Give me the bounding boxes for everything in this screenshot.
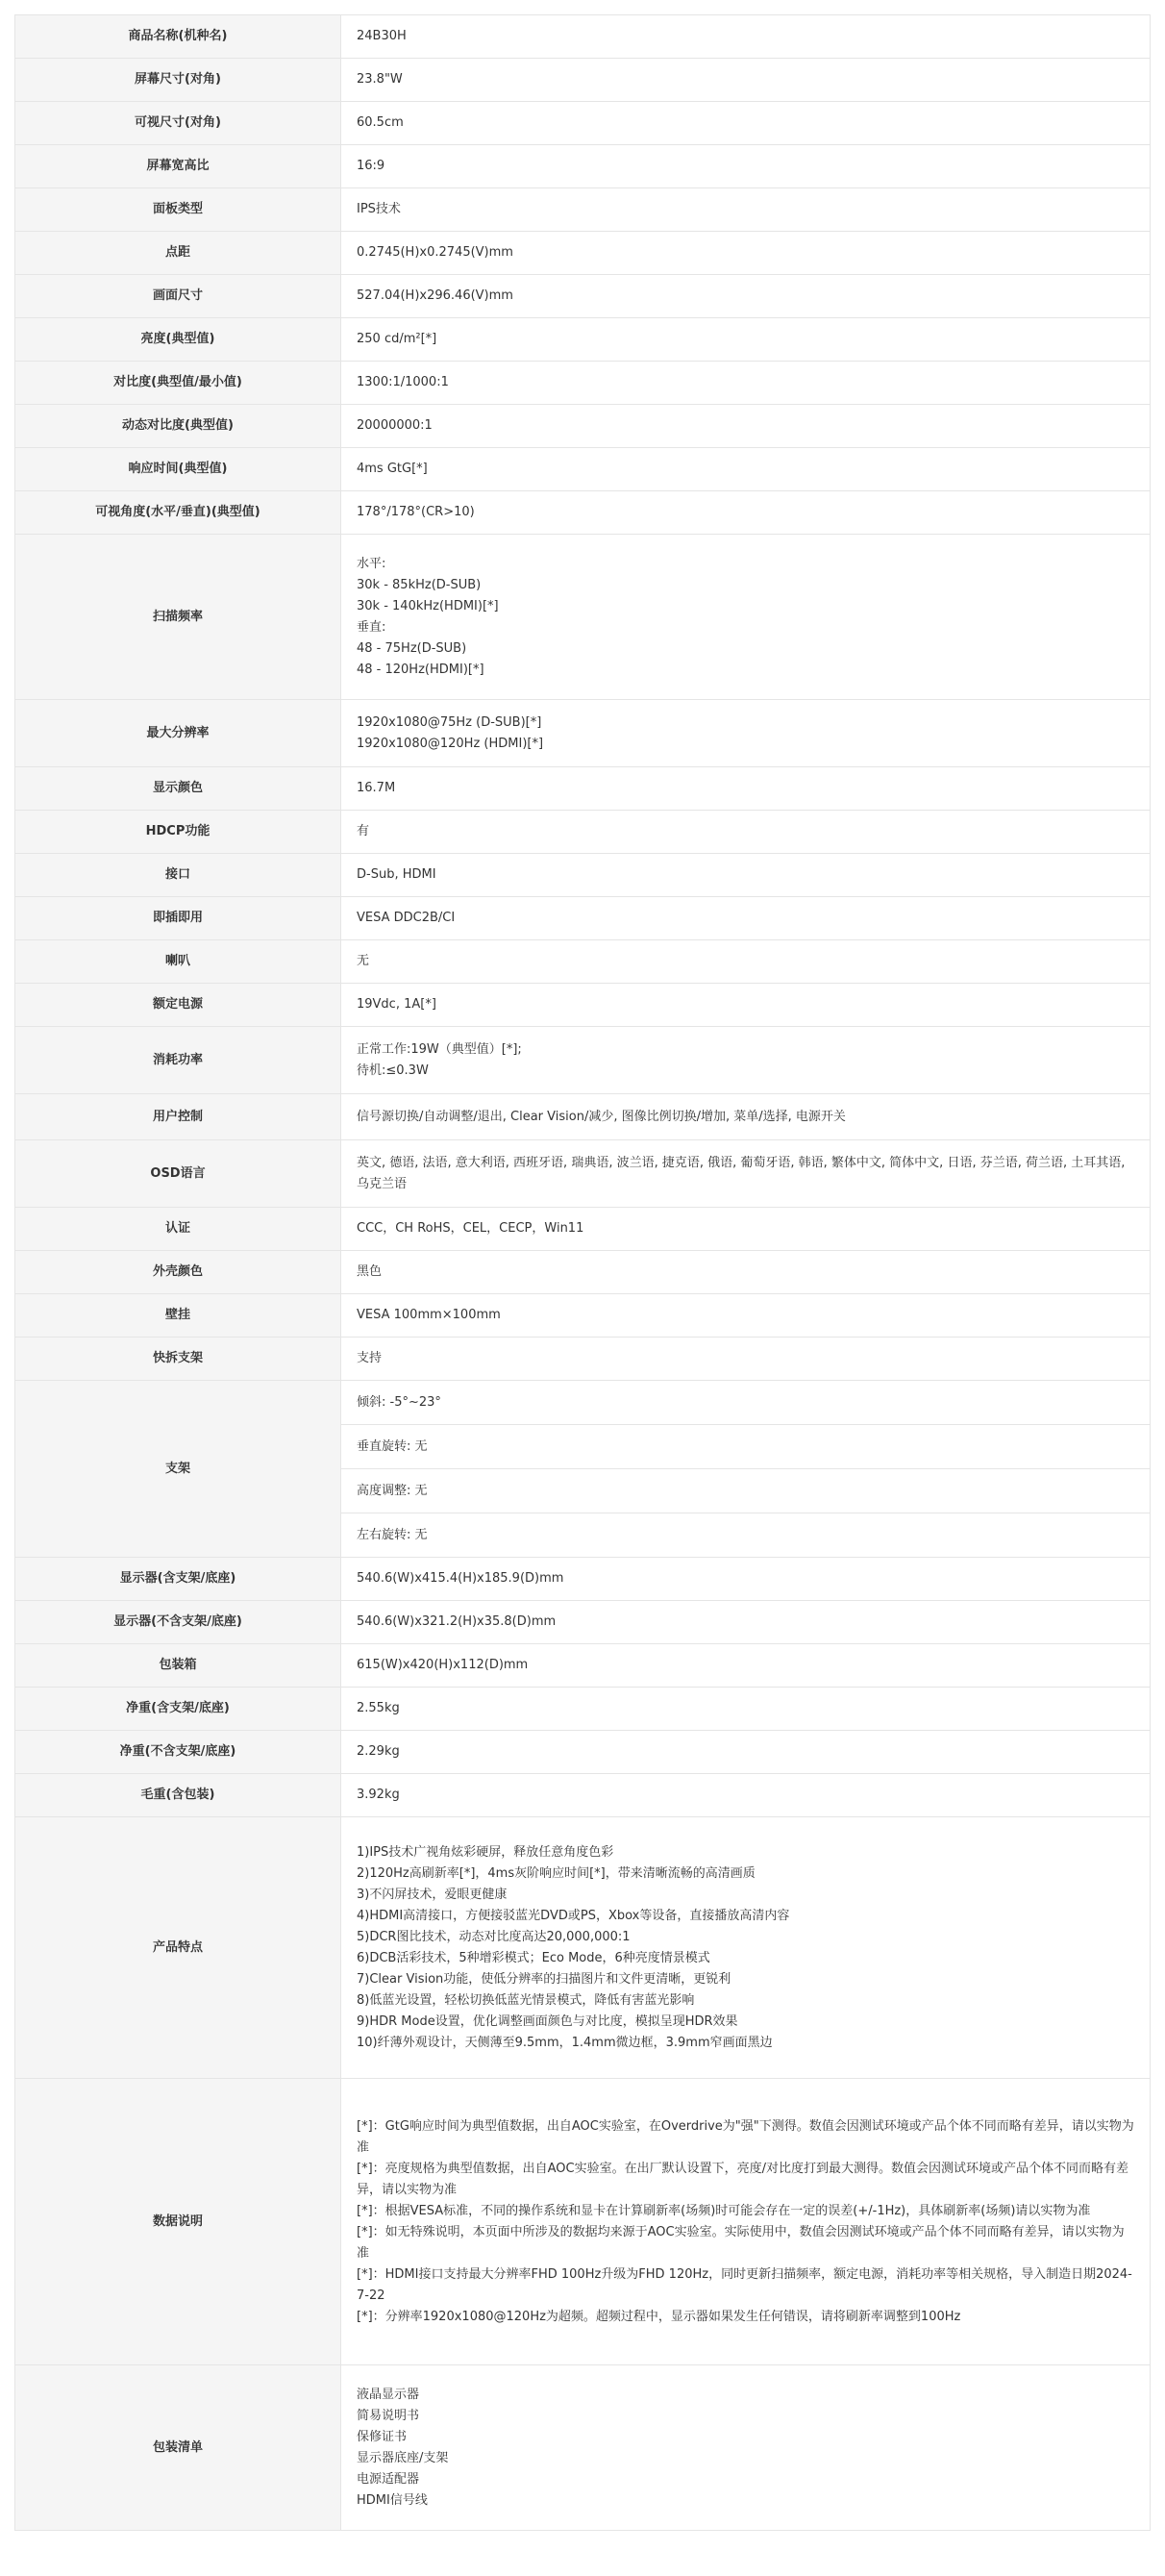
spec-value-line: [*]：分辨率1920x1080@120Hz为超频。超频过程中，显示器如果发生任何错误，请将刷新率调整到100Hz (357, 2309, 961, 2324)
spec-value-line: 显示器底座/支架 (357, 2450, 449, 2465)
spec-value-line: 4)HDMI高清接口，方便接驳蓝光DVD或PS，Xbox等设备，直接播放高清内容 (357, 1908, 790, 1923)
spec-value (341, 1601, 1151, 1644)
spec-label: 认证 (15, 1208, 341, 1251)
spec-label: 显示器(不含支架/底座) (15, 1601, 341, 1644)
spec-value (341, 405, 1151, 448)
spec-value-line: 垂直: (357, 619, 386, 635)
spec-label: 包装箱 (15, 1644, 341, 1688)
spec-row (15, 102, 1151, 145)
spec-value-line: 48 - 75Hz(D-SUB) (357, 640, 467, 656)
spec-label: 包装清单 (15, 2365, 341, 2531)
spec-label: 面板类型 (15, 188, 341, 232)
spec-value-line: 16:9 (357, 159, 385, 173)
spec-label: 用户控制 (15, 1094, 341, 1140)
spec-row (15, 59, 1151, 102)
spec-row (15, 1140, 1151, 1208)
spec-value-line: VESA DDC2B/CI (357, 911, 456, 925)
spec-value (341, 1774, 1151, 1817)
spec-row (15, 811, 1151, 854)
spec-value (341, 2079, 1151, 2365)
spec-row (15, 232, 1151, 275)
spec-value (341, 984, 1151, 1027)
spec-table-body (15, 15, 1151, 2531)
spec-value (341, 362, 1151, 405)
spec-value (341, 1817, 1151, 2079)
spec-value (341, 2365, 1151, 2531)
spec-value-line: CCC，CH RoHS，CEL，CECP，Win11 (357, 1221, 584, 1236)
spec-value-line: 3)不闪屏技术，爱眼更健康 (357, 1887, 508, 1902)
spec-value-line: 1)IPS技术广视角炫彩硬屏，释放任意角度色彩 (357, 1844, 614, 1860)
stand-sub-item: 倾斜: -5°~23° (357, 1394, 441, 1410)
spec-row (15, 535, 1151, 700)
spec-value-line: 支持 (357, 1351, 383, 1365)
spec-row (15, 1601, 1151, 1644)
spec-label: 消耗功率 (15, 1027, 341, 1094)
spec-row (15, 1688, 1151, 1731)
spec-value (341, 102, 1151, 145)
spec-value-line: 液晶显示器 (357, 2387, 420, 2402)
spec-value (341, 767, 1151, 811)
spec-value-line: 48 - 120Hz(HDMI)[*] (357, 662, 484, 677)
spec-value-line: 9)HDR Mode设置，优化调整画面颜色与对比度，模拟呈现HDR效果 (357, 2013, 738, 2029)
spec-value-line: 20000000:1 (357, 418, 433, 433)
spec-value-line: 1920x1080@120Hz (HDMI)[*] (357, 736, 544, 751)
spec-label: 画面尺寸 (15, 275, 341, 318)
spec-value-line: 1920x1080@75Hz (D-SUB)[*] (357, 714, 542, 730)
spec-row (15, 405, 1151, 448)
spec-value-line: 保修证书 (357, 2429, 408, 2444)
spec-value-line: 5)DCR图比技术，动态对比度高达20,000,000:1 (357, 1929, 631, 1944)
spec-row (15, 448, 1151, 491)
spec-label: 可视尺寸(对角) (15, 102, 341, 145)
spec-value-line: 无 (357, 954, 370, 968)
spec-value-line: VESA 100mm×100mm (357, 1308, 501, 1322)
spec-label: 毛重(含包装) (15, 1774, 341, 1817)
spec-label: 外壳颜色 (15, 1251, 341, 1294)
spec-row (15, 318, 1151, 362)
spec-label: OSD语言 (15, 1140, 341, 1208)
spec-value (341, 1688, 1151, 1731)
spec-row (15, 1208, 1151, 1251)
spec-value-line: 30k - 140kHz(HDMI)[*] (357, 598, 499, 613)
spec-value (341, 1338, 1151, 1381)
spec-label: 屏幕尺寸(对角) (15, 59, 341, 102)
spec-value (341, 897, 1151, 940)
spec-label: 对比度(典型值/最小值) (15, 362, 341, 405)
spec-value-line: HDMI信号线 (357, 2492, 428, 2508)
spec-label: 喇叭 (15, 940, 341, 984)
spec-value-line: 540.6(W)x415.4(H)x185.9(D)mm (357, 1571, 564, 1586)
spec-row (15, 275, 1151, 318)
spec-label: 显示器(含支架/底座) (15, 1558, 341, 1601)
spec-value-line: [*]：HDMI接口支持最大分辨率FHD 100Hz升级为FHD 120Hz，同时更新扫描频率，额定电源，消耗功率等相关规格，导入制造日期2024-7-22 (357, 2266, 1132, 2303)
spec-label: 扫描频率 (15, 535, 341, 700)
spec-label: 可视角度(水平/垂直)(典型值) (15, 491, 341, 535)
spec-value-line: D-Sub, HDMI (357, 867, 436, 882)
spec-value (341, 232, 1151, 275)
spec-value-line: 250 cd/m²[*] (357, 332, 437, 346)
spec-value-line: 简易说明书 (357, 2408, 420, 2423)
spec-label: 屏幕宽高比 (15, 145, 341, 188)
spec-row (15, 1027, 1151, 1094)
spec-value-line: 24B30H (357, 29, 407, 43)
spec-row (15, 1094, 1151, 1140)
spec-value-line: IPS技术 (357, 202, 401, 216)
spec-label: 点距 (15, 232, 341, 275)
spec-row (15, 1731, 1151, 1774)
spec-row-stand (15, 1381, 1151, 1558)
spec-value-line: 8)低蓝光设置，轻松切换低蓝光情景模式，降低有害蓝光影响 (357, 1992, 695, 2008)
spec-value (341, 491, 1151, 535)
spec-label: 显示颜色 (15, 767, 341, 811)
spec-value (341, 318, 1151, 362)
spec-row (15, 700, 1151, 767)
spec-label: 快拆支架 (15, 1338, 341, 1381)
spec-table (14, 14, 1151, 2531)
spec-value (341, 535, 1151, 700)
spec-value (341, 700, 1151, 767)
spec-value (341, 275, 1151, 318)
spec-value-line: 178°/178°(CR>10) (357, 505, 475, 519)
spec-label: 动态对比度(典型值) (15, 405, 341, 448)
spec-value-line: [*]：根据VESA标准，不同的操作系统和显卡在计算刷新率(场频)时可能会存在一定的误差(+/-1Hz)，具体刷新率(场频)请以实物为准 (357, 2203, 1091, 2218)
spec-value (341, 188, 1151, 232)
spec-value (341, 1558, 1151, 1601)
spec-value (341, 448, 1151, 491)
spec-row (15, 1817, 1151, 2079)
spec-value-line: 2.29kg (357, 1744, 400, 1759)
spec-value-line: 2)120Hz高刷新率[*]，4ms灰阶响应时间[*]，带来清晰流畅的高清画质 (357, 1865, 756, 1881)
spec-value (341, 1027, 1151, 1094)
spec-value-line: 16.7M (357, 781, 396, 795)
spec-label: 最大分辨率 (15, 700, 341, 767)
spec-row (15, 940, 1151, 984)
spec-label: HDCP功能 (15, 811, 341, 854)
spec-value-line: 540.6(W)x321.2(H)x35.8(D)mm (357, 1614, 557, 1629)
spec-value-line: 30k - 85kHz(D-SUB) (357, 577, 482, 592)
spec-value-line: 60.5cm (357, 115, 404, 130)
spec-value (341, 811, 1151, 854)
stand-sub-item: 垂直旋转: 无 (341, 1424, 1150, 1468)
stand-sub-item: 高度调整: 无 (341, 1468, 1150, 1513)
spec-value (341, 1731, 1151, 1774)
spec-row (15, 1774, 1151, 1817)
spec-value-line: [*]：GtG响应时间为典型值数据，出自AOC实验室，在Overdrive为"强"下测得。数值会因测试环境或产品个体不同而略有差异，请以实物为准 (357, 2118, 1134, 2155)
spec-label: 净重(含支架/底座) (15, 1688, 341, 1731)
spec-value-line: 4ms GtG[*] (357, 462, 428, 476)
spec-label: 接口 (15, 854, 341, 897)
spec-row (15, 145, 1151, 188)
spec-row (15, 2079, 1151, 2365)
spec-label: 商品名称(机种名) (15, 15, 341, 59)
spec-row (15, 1294, 1151, 1338)
spec-value-line: 水平: (357, 556, 386, 571)
spec-value-line: 有 (357, 824, 370, 838)
spec-value (341, 1251, 1151, 1294)
spec-value (341, 1644, 1151, 1688)
spec-row (15, 15, 1151, 59)
spec-row (15, 767, 1151, 811)
spec-label: 壁挂 (15, 1294, 341, 1338)
spec-row (15, 491, 1151, 535)
spec-value-line: 23.8"W (357, 72, 403, 87)
spec-row (15, 188, 1151, 232)
spec-row (15, 1251, 1151, 1294)
spec-value (341, 1208, 1151, 1251)
spec-value (341, 145, 1151, 188)
spec-value-line: 信号源切换/自动调整/退出, Clear Vision/减少, 图像比例切换/增加, 菜单/选择, 电源开关 (357, 1109, 846, 1124)
spec-value (341, 1381, 1151, 1558)
spec-value-line: 6)DCB活彩技术，5种增彩模式；Eco Mode，6种亮度情景模式 (357, 1950, 710, 1965)
spec-value-line: 2.55kg (357, 1701, 400, 1715)
spec-row (15, 1338, 1151, 1381)
spec-value-line: 正常工作:19W（典型值）[*]; (357, 1041, 522, 1057)
spec-value-line: 0.2745(H)x0.2745(V)mm (357, 245, 513, 260)
spec-value-line: 英文, 德语, 法语, 意大利语, 西班牙语, 瑞典语, 波兰语, 捷克语, 俄语, 葡萄牙语, 韩语, 繁体中文, 简体中文, 日语, 芬兰语, 荷兰语, 土耳其语, 乌克兰语 (357, 1155, 1129, 1191)
spec-value (341, 15, 1151, 59)
spec-value (341, 854, 1151, 897)
spec-value (341, 1094, 1151, 1140)
spec-label: 数据说明 (15, 2079, 341, 2365)
spec-label: 净重(不含支架/底座) (15, 1731, 341, 1774)
spec-value-line: 7)Clear Vision功能，使低分辨率的扫描图片和文件更清晰，更锐利 (357, 1971, 731, 1987)
spec-value-line: 1300:1/1000:1 (357, 375, 449, 389)
spec-row (15, 1644, 1151, 1688)
spec-row (15, 1558, 1151, 1601)
spec-value-line: 19Vdc, 1A[*] (357, 997, 436, 1012)
spec-label: 响应时间(典型值) (15, 448, 341, 491)
spec-value (341, 59, 1151, 102)
spec-row (15, 2365, 1151, 2531)
spec-value (341, 940, 1151, 984)
spec-value-line: [*]：亮度规格为典型值数据，出自AOC实验室。在出厂默认设置下，亮度/对比度打到最大测得。数值会因测试环境或产品个体不同而略有差异，请以实物为准 (357, 2161, 1128, 2197)
spec-row (15, 984, 1151, 1027)
spec-value-line: 黑色 (357, 1264, 383, 1279)
spec-row (15, 897, 1151, 940)
spec-label: 亮度(典型值) (15, 318, 341, 362)
spec-label: 即插即用 (15, 897, 341, 940)
spec-value-line: 电源适配器 (357, 2471, 420, 2487)
spec-value-line: 615(W)x420(H)x112(D)mm (357, 1658, 529, 1672)
spec-value-line: 3.92kg (357, 1788, 400, 1802)
spec-label: 额定电源 (15, 984, 341, 1027)
spec-label: 支架 (15, 1381, 341, 1558)
spec-row (15, 362, 1151, 405)
spec-value-line: 待机:≤0.3W (357, 1063, 429, 1078)
spec-value-line: [*]：如无特殊说明，本页面中所涉及的数据均来源于AOC实验室。实际使用中，数值会因测试环境或产品个体不同而略有差异，请以实物为准 (357, 2224, 1125, 2261)
spec-value-line: 10)纤薄外观设计，天侧薄至9.5mm，1.4mm微边框，3.9mm窄画面黑边 (357, 2035, 773, 2050)
spec-label: 产品特点 (15, 1817, 341, 2079)
spec-row (15, 854, 1151, 897)
stand-sub-item: 左右旋转: 无 (341, 1513, 1150, 1557)
spec-value (341, 1140, 1151, 1208)
spec-value (341, 1294, 1151, 1338)
spec-value-line: 527.04(H)x296.46(V)mm (357, 288, 513, 303)
